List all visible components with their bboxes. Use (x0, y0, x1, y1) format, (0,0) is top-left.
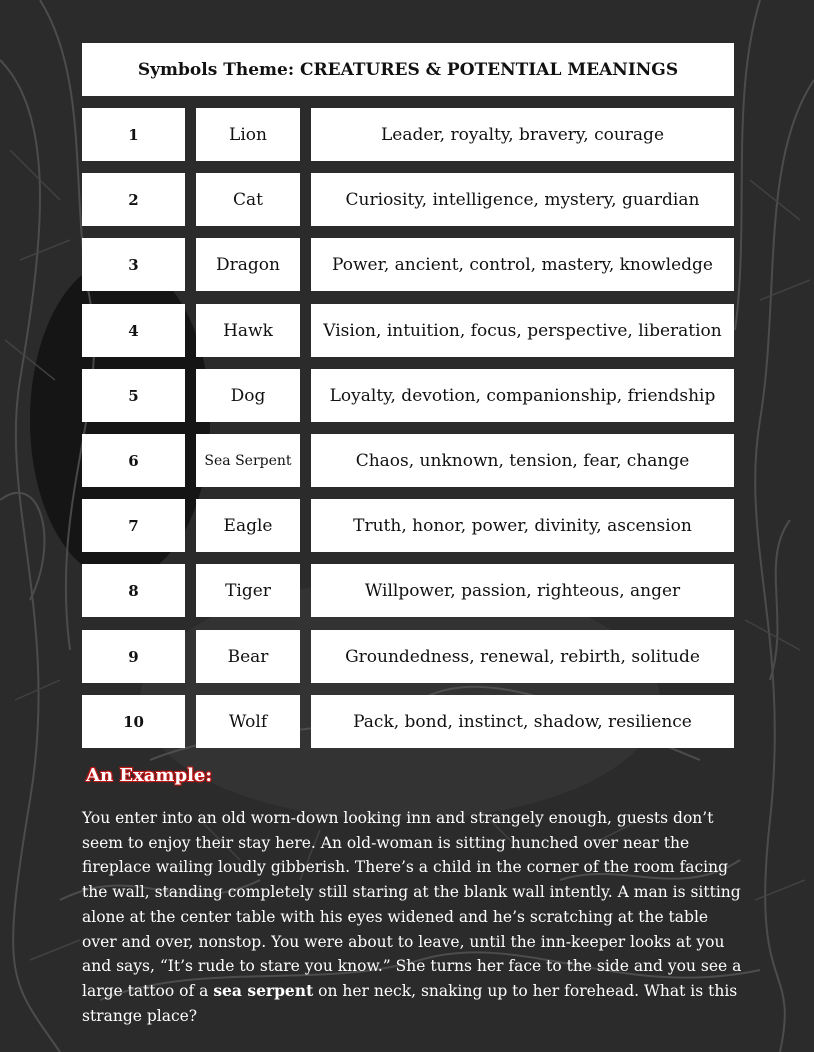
table-row (82, 108, 734, 161)
creature-meaning: Curiosity, intelligence, mystery, guardian (311, 173, 734, 226)
creature-meaning: Chaos, unknown, tension, fear, change (311, 434, 734, 487)
table-row (82, 369, 734, 422)
creature-meaning: Willpower, passion, righteous, anger (311, 564, 734, 617)
row-number: 5 (82, 369, 185, 422)
creature-name: Tiger (196, 564, 300, 617)
creature-name: Dog (196, 369, 300, 422)
table-row (82, 499, 734, 552)
creature-name: Lion (196, 108, 300, 161)
row-number: 6 (82, 434, 185, 487)
creature-meaning: Leader, royalty, bravery, courage (311, 108, 734, 161)
creature-name: Bear (196, 630, 300, 683)
row-number: 7 (82, 499, 185, 552)
example-paragraph (82, 806, 742, 1028)
creature-meaning: Loyalty, devotion, companionship, friendship (311, 369, 734, 422)
row-number: 9 (82, 630, 185, 683)
creature-meaning: Groundedness, renewal, rebirth, solitude (311, 630, 734, 683)
creature-meaning: Truth, honor, power, divinity, ascension (311, 499, 734, 552)
example-heading: An Example: (86, 765, 212, 786)
creature-name: Hawk (196, 304, 300, 357)
row-number: 4 (82, 304, 185, 357)
creature-name: Sea Serpent (196, 434, 300, 487)
table-title: Symbols Theme: CREATURES & POTENTIAL MEANINGS (82, 43, 734, 96)
creature-name: Eagle (196, 499, 300, 552)
row-number: 3 (82, 238, 185, 291)
creature-name: Wolf (196, 695, 300, 748)
row-number: 1 (82, 108, 185, 161)
creature-name: Cat (196, 173, 300, 226)
example-text-emphasis: sea serpent (213, 980, 314, 1000)
table-row (82, 564, 734, 617)
row-number: 10 (82, 695, 185, 748)
creature-meaning: Pack, bond, instinct, shadow, resilience (311, 695, 734, 748)
example-text-start: You enter into an old worn-down looking inn and strangely enough, guests don’t seem to enjoy their stay here. An old-woman is sitting hunched over near the fireplace wailing loudly gibberish. There’s a child in the corner of the room facing the wall, standing completely still staring at the blank wall intently. A man is sitting alone at the center table with his eyes widened and he’s scratching at the table over and over, nonstop. You were about to leave, until the inn-keeper looks at you and says, “It’s rude to stare you know.” She turns her face to the side and you see a large tattoo of a (82, 809, 742, 1000)
table-row (82, 173, 734, 226)
table-row (82, 238, 734, 291)
row-number: 2 (82, 173, 185, 226)
table-row (82, 630, 734, 683)
example-text-end: on her neck, snaking up to her forehead. What is this strange place? (82, 981, 738, 1025)
creature-meaning: Vision, intuition, focus, perspective, liberation (311, 304, 734, 357)
creature-name: Dragon (196, 238, 300, 291)
table-row (82, 695, 734, 748)
table-row (82, 304, 734, 357)
creature-meaning: Power, ancient, control, mastery, knowledge (311, 238, 734, 291)
table-row (82, 434, 734, 487)
row-number: 8 (82, 564, 185, 617)
